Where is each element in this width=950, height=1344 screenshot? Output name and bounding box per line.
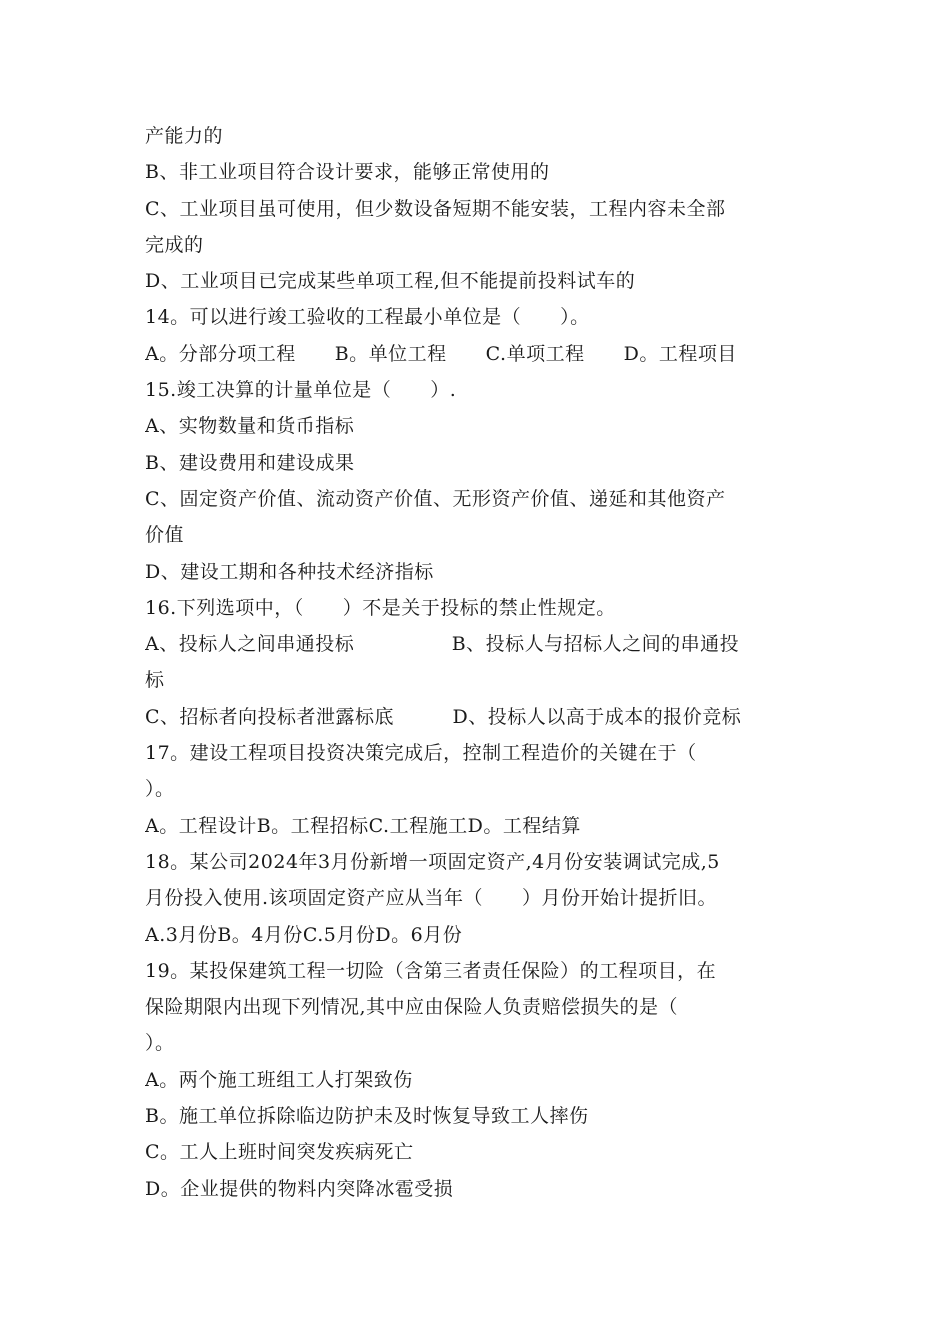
question-17-options: A。工程设计B。工程招标C.工程施工D。工程结算 xyxy=(145,814,581,837)
text-line: 产能力的 xyxy=(145,125,224,147)
question-19: 19。某投保建筑工程一切险（含第三者责任保险）的工程项目，在 xyxy=(145,959,717,982)
text-line: 完成的 xyxy=(145,233,204,256)
option-b: B、非工业项目符合设计要求，能够正常使用的 xyxy=(145,161,550,184)
text-line: 价值 xyxy=(145,524,185,547)
question-18-options: A.3月份B。4月份C.5月份D。6月份 xyxy=(145,923,463,946)
text-line: ）。 xyxy=(145,1032,175,1055)
question-16: 16.下列选项中，（ ）不是关于投标的禁止性规定。 xyxy=(145,596,616,619)
question-14-options: A。分部分项工程 B。单位工程 C.单项工程 D。工程项目 xyxy=(145,342,737,365)
option-c: C、工业项目虽可使用，但少数设备短期不能安装，工程内容未全部 xyxy=(145,197,726,220)
question-17: 17。建设工程项目投资决策完成后，控制工程造价的关键在于（ xyxy=(145,742,697,765)
document-body xyxy=(145,118,810,1207)
text-line: 保险期限内出现下列情况,其中应由保险人负责赔偿损失的是（ xyxy=(145,996,679,1019)
question-16-options-ab: A、投标人之间串通投标 B、投标人与招标人之间的串通投 xyxy=(145,633,740,656)
question-16-options-cd: C、招标者向投标者泄露标底 D、投标人以高于成本的报价竞标 xyxy=(145,705,742,728)
question-18: 18。某公司2024年3月份新增一项固定资产,4月份安装调试完成,5 xyxy=(145,850,720,873)
option-a: A、实物数量和货币指标 xyxy=(145,415,355,438)
option-c: C、固定资产价值、流动资产价值、无形资产价值、递延和其他资产 xyxy=(145,487,726,510)
text-line: 标 xyxy=(145,669,165,692)
question-14: 14。可以进行竣工验收的工程最小单位是（ ）。 xyxy=(145,306,590,329)
option-a: A。两个施工班组工人打架致伤 xyxy=(145,1068,413,1091)
option-c: C。工人上班时间突发疾病死亡 xyxy=(145,1141,414,1164)
text-line: ）。 xyxy=(145,778,175,801)
option-d: D、工业项目已完成某些单项工程,但不能提前投料试车的 xyxy=(145,270,636,293)
option-b: B、建设费用和建设成果 xyxy=(145,451,355,474)
question-15: 15.竣工决算的计量单位是（ ）. xyxy=(145,379,457,402)
option-b: B。施工单位拆除临边防护未及时恢复导致工人摔伤 xyxy=(145,1105,589,1128)
option-d: D、建设工期和各种技术经济指标 xyxy=(145,560,434,583)
text-line: 月份投入使用.该项固定资产应从当年（ ）月份开始计提折旧。 xyxy=(145,887,718,910)
option-d: D。企业提供的物料内突降冰雹受损 xyxy=(145,1177,454,1200)
